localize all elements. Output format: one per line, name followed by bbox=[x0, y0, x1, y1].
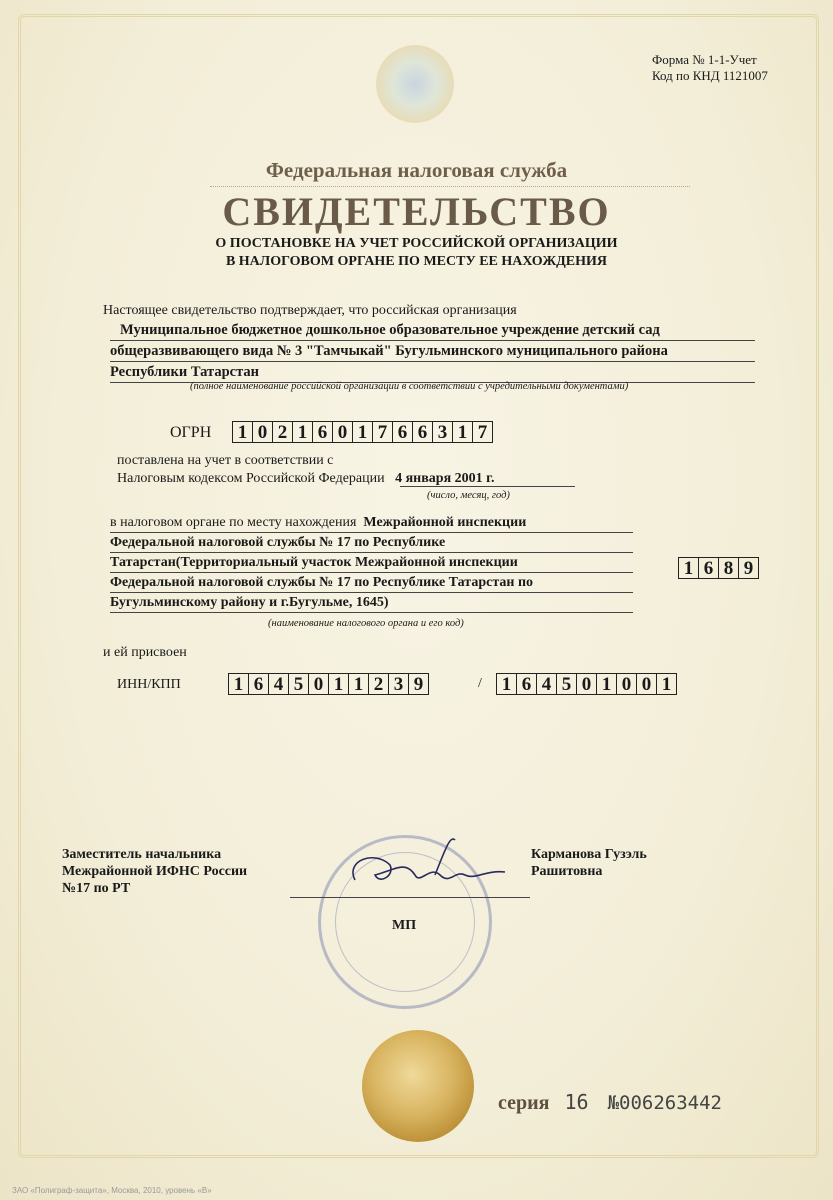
state-emblem-hologram bbox=[376, 45, 454, 123]
digit-cell: 0 bbox=[637, 674, 657, 694]
digit-cell: 1 bbox=[233, 422, 253, 442]
date-caption: (число, месяц, год) bbox=[427, 490, 510, 501]
digit-cell: 8 bbox=[719, 558, 739, 578]
digit-cell: 0 bbox=[309, 674, 329, 694]
digit-cell: 7 bbox=[373, 422, 393, 442]
registration-text: поставлена на учет в соответствии с Налоговым кодексом Российской Федерации 4 января 2001 г. bbox=[117, 453, 495, 486]
digit-cell: 2 bbox=[273, 422, 293, 442]
digit-cell: 1 bbox=[497, 674, 517, 694]
digit-cell: 0 bbox=[253, 422, 273, 442]
document-subtitle: О ПОСТАНОВКЕ НА УЧЕТ РОССИЙСКОЙ ОРГАНИЗАЦИИ В НАЛОГОВОМ ОРГАНЕ ПО МЕСТУ ЕЕ НАХОЖДЕНИЯ bbox=[215, 236, 618, 269]
kpp-digits bbox=[496, 673, 677, 695]
digit-cell: 6 bbox=[249, 674, 269, 694]
ogrn-label: ОГРН bbox=[170, 424, 212, 441]
digit-cell: 0 bbox=[577, 674, 597, 694]
signature bbox=[335, 830, 515, 900]
ogrn-digits bbox=[232, 421, 493, 443]
organization-name: Муниципальное бюджетное дошкольное образовательное учреждение детский сад общеразвивающего вида № 3 "Тамчыкай" Бугульминского муниципального района Республики Татарстан bbox=[110, 320, 755, 383]
inn-kpp-label: ИНН/КПП bbox=[117, 677, 181, 692]
digit-cell: 1 bbox=[453, 422, 473, 442]
gold-hologram-seal bbox=[362, 1030, 474, 1142]
seal-place-label: МП bbox=[392, 918, 417, 933]
digit-cell: 1 bbox=[353, 422, 373, 442]
digit-cell: 3 bbox=[389, 674, 409, 694]
printer-imprint: ЗАО «Полиграф-защита», Москва, 2010, уровень «В» bbox=[12, 1186, 212, 1195]
divider bbox=[210, 186, 690, 187]
organization-caption: (полное наименование российской организации в соответствии с учредительными документами) bbox=[190, 381, 629, 392]
digit-cell: 0 bbox=[333, 422, 353, 442]
tax-office-code-digits bbox=[678, 557, 759, 579]
form-code: Форма № 1-1-Учет Код по КНД 1121007 bbox=[652, 52, 768, 83]
tax-office: в налоговом органе по месту нахождения Межрайонной инспекции Федеральной налоговой службы № 17 по Республике Татарстан(Территориальный участок Межрайонной инспекции Федеральной налоговой службы № 17 по Республике Татарстан по Бугульминскому району и г.Бугульме, 1645) bbox=[110, 513, 633, 613]
digit-cell: 2 bbox=[369, 674, 389, 694]
digit-cell: 5 bbox=[557, 674, 577, 694]
digit-cell: 1 bbox=[679, 558, 699, 578]
intro-text: Настоящее свидетельство подтверждает, что российская организация bbox=[103, 303, 517, 318]
registration-date: 4 января 2001 г. bbox=[395, 471, 495, 486]
signer-title: Заместитель начальника Межрайонной ИФНС России №17 по РТ bbox=[62, 847, 248, 896]
inn-digits bbox=[228, 673, 429, 695]
signer-name: Карманова Гузэль Рашитовна bbox=[531, 847, 647, 879]
digit-cell: 6 bbox=[517, 674, 537, 694]
digit-cell: 6 bbox=[313, 422, 333, 442]
digit-cell: 0 bbox=[617, 674, 637, 694]
digit-cell: 1 bbox=[661, 674, 672, 695]
digit-cell: 1 bbox=[329, 674, 349, 694]
inn-kpp-separator: / bbox=[478, 676, 482, 691]
signature-line bbox=[290, 897, 530, 898]
date-underline bbox=[400, 486, 575, 487]
agency-name: Федеральная налоговая служба bbox=[265, 158, 568, 182]
digit-cell: 6 bbox=[393, 422, 413, 442]
digit-cell: 1 bbox=[349, 674, 369, 694]
digit-cell: 3 bbox=[433, 422, 453, 442]
serial-number: серия 16 №006263442 bbox=[498, 1090, 722, 1114]
digit-cell: 6 bbox=[413, 422, 433, 442]
digit-cell: 1 bbox=[229, 674, 249, 694]
digit-cell: 7 bbox=[477, 422, 488, 443]
digit-cell: 6 bbox=[699, 558, 719, 578]
assigned-text: и ей присвоен bbox=[103, 645, 187, 660]
digit-cell: 4 bbox=[269, 674, 289, 694]
digit-cell: 5 bbox=[289, 674, 309, 694]
digit-cell: 9 bbox=[413, 674, 424, 695]
digit-cell: 4 bbox=[537, 674, 557, 694]
digit-cell: 1 bbox=[597, 674, 617, 694]
digit-cell: 1 bbox=[293, 422, 313, 442]
document-title: СВИДЕТЕЛЬСТВО bbox=[222, 189, 611, 234]
tax-office-caption: (наименование налогового органа и его код) bbox=[268, 618, 464, 629]
digit-cell: 9 bbox=[743, 558, 754, 579]
